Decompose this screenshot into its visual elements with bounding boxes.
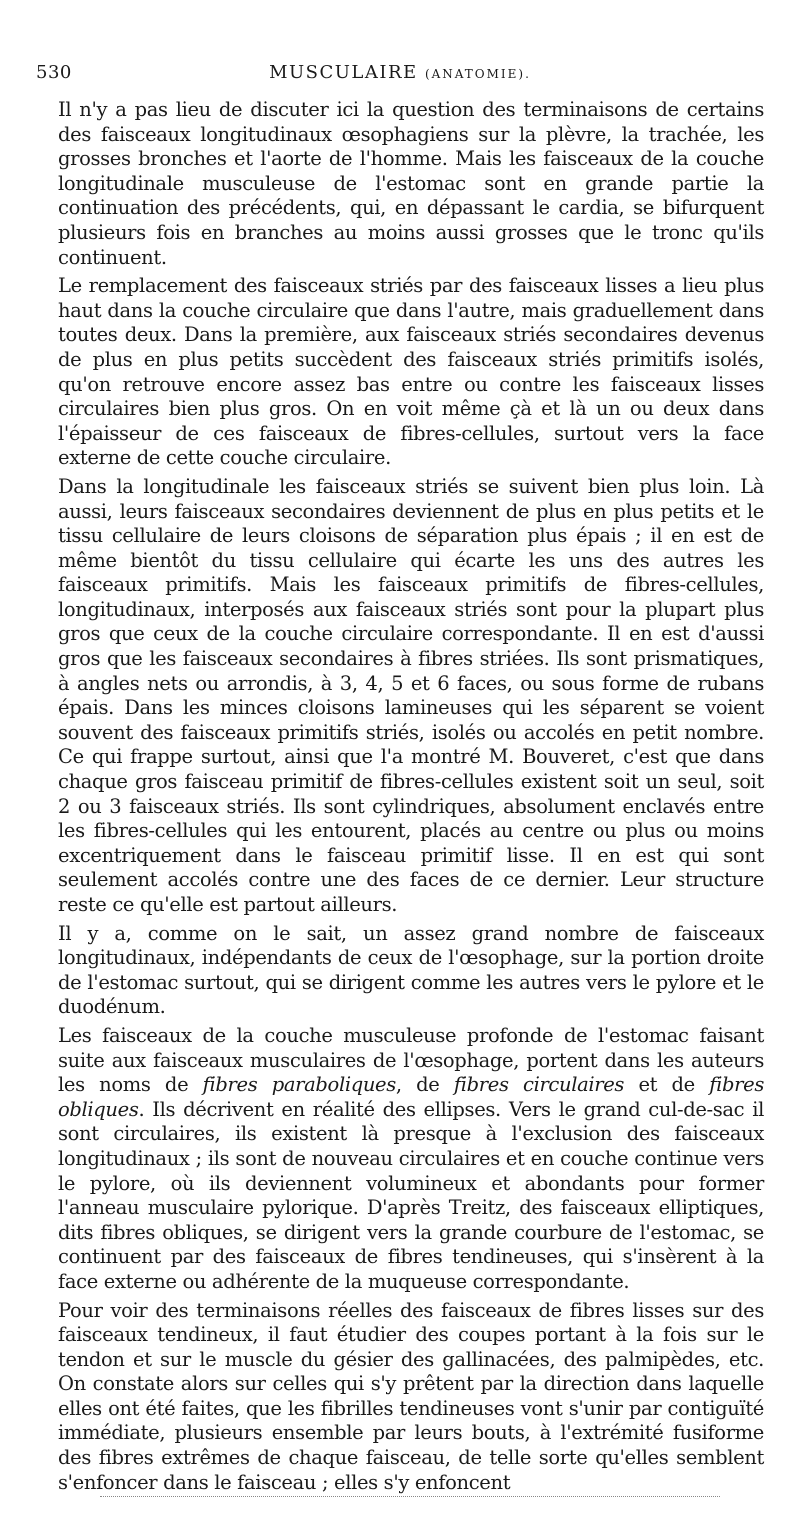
italic-term: fibres paraboliques — [202, 1073, 396, 1097]
running-head-title: MUSCULAIRE — [269, 62, 418, 83]
paragraph — [58, 1024, 764, 1295]
paragraph — [58, 1299, 764, 1496]
paragraph-text: Il n'y a pas lieu de discuter ici la question des terminaisons de certains des faisceaux longitudinaux œsophagiens sur la plèvre, la trachée, les grosses bronches et l'aorte de l'homme. Mais les faisceaux de la couche longitudinale musculeuse de l'estomac sont en grande partie la continuation des précédents, qui, en dépassant le cardia, se bifurquent plusieurs fois en branches au moins aussi grosses que le tronc qu'ils continuent. — [58, 98, 764, 269]
running-head — [36, 62, 764, 83]
paragraph-text: Le remplacement des faisceaux striés par des faisceaux lisses a lieu plus haut dans la couche circulaire que dans l'autre, mais graduellement dans toutes deux. Dans la première, aux faisceaux striés secondaires devenus de plus en plus petits succèdent des faisceaux striés primitifs isolés, qu'on retrouve encore assez bas entre ou contre les faisceaux lisses circulaires bien plus gros. On en voit même çà et là un ou deux dans l'épaisseur de ces faisceaux de fibres-cellules, surtout vers la face externe de cette couche circulaire. — [58, 274, 764, 470]
paragraph-text: Dans la longitudinale les faisceaux striés se suivent bien plus loin. Là aussi, leurs faisceaux secondaires deviennent de plus en plus petits et le tissu cellulaire de leurs cloisons de séparation plus épais ; il en est de même bientôt du tissu cellulaire qui écarte les uns des autres les faisceaux primitifs. Mais les faisceaux primitifs de fibres-cellules, longitudinaux, interposés aux faisceaux striés sont pour la plupart plus gros que ceux de la couche circulaire correspondante. Il en est d'aussi gros que les faisceaux secondaires à fibres striées. Ils sont prismatiques, à angles nets ou arrondis, à 3, 4, 5 et 6 faces, ou sous forme de rubans épais. Dans les minces cloisons lamineuses qui les séparent se voient souvent des faisceaux primitifs striés, isolés ou accolés en petit nombre. Ce qui frappe surtout, ainsi que l'a montré M. Bouveret, c'est que dans chaque gros faisceau primitif de fibres-cellules existent soit un seul, soit 2 ou 3 faisceaux striés. Ils sont cylindriques, absolument enclavés entre les fibres-cellules qui les entourent, placés au centre ou plus ou moins excentriquement dans le faisceau primitif lisse. Il en est qui sont seulement accolés contre une des faces de ce dernier. Leur structure reste ce qu'elle est partout ailleurs. — [58, 474, 764, 916]
page-number: 530 — [36, 62, 72, 83]
italic-term: fibres obliques — [58, 1073, 764, 1121]
paragraph — [58, 274, 764, 471]
paragraph — [58, 475, 764, 918]
paragraph-text: Il y a, comme on le sait, un assez grand nombre de faisceaux longitudinaux, indépendants de ceux de l'œsophage, sur la portion droite de l'estomac surtout, qui se dirigent comme les autres vers le pylore et le duodénum. — [58, 921, 764, 1019]
running-head-subtitle: (ANATOMIE). — [424, 67, 531, 81]
paragraph-text: Pour voir des terminaisons réelles des faisceaux de fibres lisses sur des faisceaux tendineux, il faut étudier des coupes portant à la fois sur le tendon et sur le muscle du gésier des gallinacées, des palmipèdes, etc. On constate alors sur celles qui s'y prêtent par la direction dans laquelle elles ont été faites, que les fibrilles tendineuses vont s'unir par contiguïté immédiate, plusieurs ensemble par leurs bouts, à l'extrémité fusiforme des fibres extrêmes de chaque faisceau, de telle sorte qu'elles semblent s'enfoncer dans le faisceau ; elles s'y enfoncent — [58, 1298, 764, 1494]
page-header — [36, 62, 764, 92]
paragraph — [58, 98, 764, 270]
paragraph-text: , de — [395, 1073, 454, 1097]
italic-term: fibres circulaires — [453, 1073, 625, 1097]
paragraph-text: et de — [624, 1073, 710, 1097]
paragraph-text: Les faisceaux de la couche musculeuse profonde de l'estomac faisant suite aux faisceaux musculaires de l'œsophage, portent dans les auteurs les noms de — [58, 1023, 764, 1097]
bottom-dotted-rule — [100, 1496, 720, 1500]
paragraph — [58, 922, 764, 1020]
paragraph-text: . Ils décrivent en réalité des ellipses. Vers le grand cul-de-sac il sont circulaires, ils existent là presque à l'exclusion des faisceaux longitudinaux ; ils sont de nouveau circulaires et en couche continue vers le pylore, où ils deviennent volumineux et abondants pour former l'anneau musculaire pylorique. D'après Treitz, des faisceaux elliptiques, dits fibres obliques, se dirigent vers la grande courbure de l'estomac, se continuent par des faisceaux de fibres tendineuses, qui s'insèrent à la face externe ou adhérente de la muqueuse correspondante. — [58, 1097, 764, 1293]
body-text — [58, 98, 764, 1499]
